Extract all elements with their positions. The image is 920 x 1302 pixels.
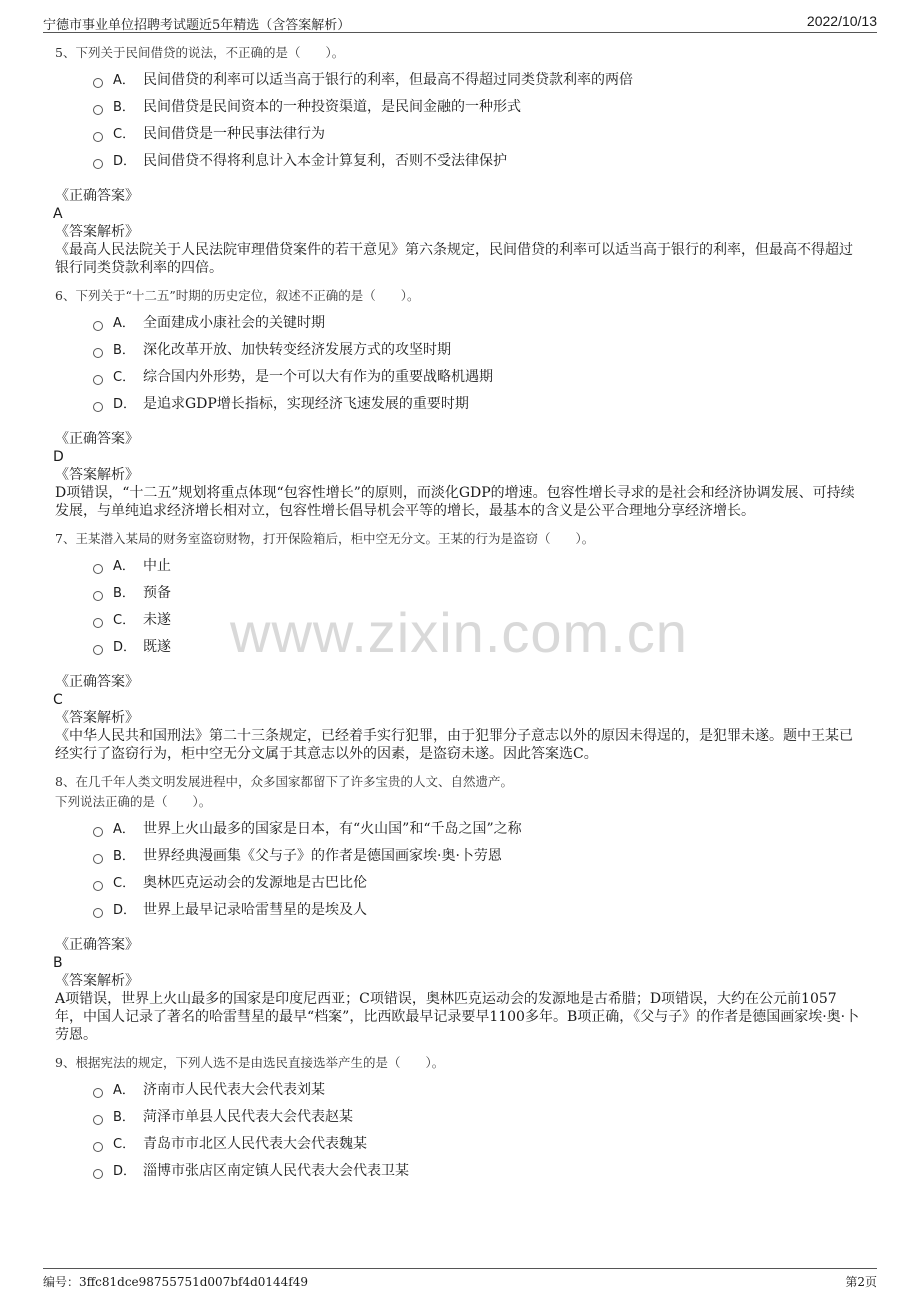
document-code: 编号：3ffc81dce98755751d007bf4d0144f49 xyxy=(43,1275,309,1289)
option-letter: A． xyxy=(113,822,135,837)
option-letter: B． xyxy=(113,100,135,115)
answer-value: B xyxy=(53,955,63,971)
option-text: 民间借贷是一种民事法律行为 xyxy=(143,125,325,142)
radio-icon[interactable] xyxy=(93,402,103,412)
option-c[interactable] xyxy=(93,362,865,389)
option-text: 民间借贷是民间资本的一种投资渠道，是民间金融的一种形式 xyxy=(143,98,521,115)
option-text: 是追求GDP增长指标，实现经济飞速发展的重要时期 xyxy=(143,395,469,412)
option-c[interactable] xyxy=(93,868,865,895)
option-letter: A． xyxy=(113,73,135,88)
option-letter: D． xyxy=(113,1164,137,1179)
option-list xyxy=(93,1075,865,1183)
option-letter: B． xyxy=(113,343,135,358)
option-text: 既遂 xyxy=(143,638,171,655)
question-stem: 8、在几千年人类文明发展进程中，众多国家都留下了许多宝贵的人文、自然遗产。 xyxy=(55,774,513,789)
answer-value: C xyxy=(53,692,63,708)
option-letter: B． xyxy=(113,1110,135,1125)
radio-icon[interactable] xyxy=(93,618,103,628)
option-list xyxy=(93,65,865,173)
option-d[interactable] xyxy=(93,146,865,173)
answer-label: 《正确答案》 xyxy=(55,937,139,953)
radio-icon[interactable] xyxy=(93,78,103,88)
option-letter: C． xyxy=(113,1137,136,1152)
page-number: 第2页 xyxy=(845,1275,877,1289)
question-stem-continued: 下列说法正确的是（ ）。 xyxy=(55,794,212,809)
answer-block xyxy=(55,430,865,520)
document-title: 宁德市事业单位招聘考试题近5年精选（含答案解析） xyxy=(43,18,351,33)
page-header xyxy=(43,10,877,33)
explanation-text: 《最高人民法院关于人民法院审理借贷案件的若干意见》第六条规定，民间借贷的利率可以适当高于银行的利率，但最高不得超过银行同类贷款利率的四倍。 xyxy=(55,242,853,276)
option-text: 中止 xyxy=(143,557,171,574)
explanation-label: 《答案解析》 xyxy=(55,710,139,726)
explanation-text: D项错误，“十二五”规划将重点体现“包容性增长”的原则，而淡化GDP的增速。包容性增长寻求的是社会和经济协调发展、可持续发展，与单纯追求经济增长相对立，包容性增长倡导机会平等的增长，最基本的含义是公平合理地分享经济增长。 xyxy=(55,485,855,519)
option-text: 菏泽市单县人民代表大会代表赵某 xyxy=(143,1108,353,1125)
option-letter: D． xyxy=(113,154,137,169)
radio-icon[interactable] xyxy=(93,564,103,574)
option-c[interactable] xyxy=(93,119,865,146)
answer-label: 《正确答案》 xyxy=(55,431,139,447)
option-text: 世界上最早记录哈雷彗星的是埃及人 xyxy=(143,901,367,918)
answer-value: A xyxy=(53,206,63,222)
answer-block xyxy=(55,187,865,277)
radio-icon[interactable] xyxy=(93,854,103,864)
explanation-text: A项错误，世界上火山最多的国家是印度尼西亚；C项错误，奥林匹克运动会的发源地是古希腊；D项错误，大约在公元前1057年，中国人记录了著名的哈雷彗星的最早“档案”，比西欧最早记录要早1100多年。B项正确，《父与子》的作者是德国画家埃·奥·卜劳恩。 xyxy=(55,991,860,1043)
explanation-text: 《中华人民共和国刑法》第二十三条规定，已经着手实行犯罪，由于犯罪分子意志以外的原因未得逞的，是犯罪未遂。题中王某已经实行了盗窃行为，柜中空无分文属于其意志以外的因素，是盗窃未遂。因此答案选C。 xyxy=(55,728,853,762)
option-a[interactable] xyxy=(93,308,865,335)
option-b[interactable] xyxy=(93,841,865,868)
document-date: 2022/10/13 xyxy=(806,13,877,29)
page-footer xyxy=(43,1268,877,1291)
radio-icon[interactable] xyxy=(93,881,103,891)
watermark: www.zixin.com.cn xyxy=(230,601,688,664)
question-stem: 9、根据宪法的规定，下列人选不是由选民直接选举产生的是（ ）。 xyxy=(55,1055,445,1070)
option-letter: C． xyxy=(113,876,136,891)
option-text: 未遂 xyxy=(143,611,171,628)
question-stem: 7、王某潜入某局的财务室盗窃财物，打开保险箱后，柜中空无分文。王某的行为是盗窃（ ）。 xyxy=(55,531,595,546)
answer-block xyxy=(55,936,865,1044)
radio-icon[interactable] xyxy=(93,1169,103,1179)
option-d[interactable] xyxy=(93,895,865,922)
question-6 xyxy=(55,286,865,520)
option-letter: C． xyxy=(113,127,136,142)
option-b[interactable] xyxy=(93,335,865,362)
question-stem: 6、下列关于“十二五”时期的历史定位，叙述不正确的是（ ）。 xyxy=(55,288,420,303)
explanation-label: 《答案解析》 xyxy=(55,467,139,483)
option-b[interactable] xyxy=(93,578,865,605)
radio-icon[interactable] xyxy=(93,645,103,655)
option-text: 全面建成小康社会的关键时期 xyxy=(143,314,325,331)
option-d[interactable] xyxy=(93,389,865,416)
radio-icon[interactable] xyxy=(93,348,103,358)
option-list xyxy=(93,814,865,922)
question-7 xyxy=(55,529,865,763)
option-letter: A． xyxy=(113,316,135,331)
explanation-label: 《答案解析》 xyxy=(55,224,139,240)
radio-icon[interactable] xyxy=(93,105,103,115)
option-text: 济南市人民代表大会代表刘某 xyxy=(143,1081,325,1098)
option-b[interactable] xyxy=(93,92,865,119)
question-list xyxy=(55,43,865,1192)
option-letter: B． xyxy=(113,586,135,601)
option-letter: A． xyxy=(113,1083,135,1098)
option-letter: D． xyxy=(113,903,137,918)
option-a[interactable] xyxy=(93,1075,865,1102)
option-a[interactable] xyxy=(93,551,865,578)
radio-icon[interactable] xyxy=(93,159,103,169)
radio-icon[interactable] xyxy=(93,827,103,837)
option-a[interactable] xyxy=(93,814,865,841)
option-letter: D． xyxy=(113,640,137,655)
radio-icon[interactable] xyxy=(93,908,103,918)
question-8 xyxy=(55,772,865,1044)
question-5 xyxy=(55,43,865,277)
radio-icon[interactable] xyxy=(93,591,103,601)
radio-icon[interactable] xyxy=(93,1088,103,1098)
option-letter: A． xyxy=(113,559,135,574)
option-text: 民间借贷的利率可以适当高于银行的利率，但最高不得超过同类贷款利率的两倍 xyxy=(143,71,633,88)
option-text: 世界经典漫画集《父与子》的作者是德国画家埃·奥·卜劳恩 xyxy=(143,847,502,864)
option-a[interactable] xyxy=(93,65,865,92)
answer-block xyxy=(55,673,865,763)
answer-label: 《正确答案》 xyxy=(55,674,139,690)
option-text: 青岛市市北区人民代表大会代表魏某 xyxy=(143,1135,367,1152)
option-letter: B． xyxy=(113,849,135,864)
question-stem: 5、下列关于民间借贷的说法，不正确的是（ ）。 xyxy=(55,45,345,60)
option-letter: C． xyxy=(113,613,136,628)
option-letter: C． xyxy=(113,370,136,385)
question-9 xyxy=(55,1053,865,1183)
option-c[interactable] xyxy=(93,1129,865,1156)
radio-icon[interactable] xyxy=(93,375,103,385)
answer-value: D xyxy=(53,449,64,465)
option-list xyxy=(93,308,865,416)
radio-icon[interactable] xyxy=(93,321,103,331)
radio-icon[interactable] xyxy=(93,132,103,142)
explanation-label: 《答案解析》 xyxy=(55,973,139,989)
option-text: 综合国内外形势，是一个可以大有作为的重要战略机遇期 xyxy=(143,368,493,385)
option-d[interactable] xyxy=(93,1156,865,1183)
option-d[interactable] xyxy=(93,632,865,659)
option-b[interactable] xyxy=(93,1102,865,1129)
answer-label: 《正确答案》 xyxy=(55,188,139,204)
option-c[interactable] xyxy=(93,605,865,632)
option-text: 深化改革开放、加快转变经济发展方式的攻坚时期 xyxy=(143,341,451,358)
radio-icon[interactable] xyxy=(93,1142,103,1152)
option-letter: D． xyxy=(113,397,137,412)
option-text: 民间借贷不得将利息计入本金计算复利，否则不受法律保护 xyxy=(143,152,507,169)
option-list xyxy=(93,551,865,659)
option-text: 淄博市张店区南定镇人民代表大会代表卫某 xyxy=(143,1162,409,1179)
option-text: 奥林匹克运动会的发源地是古巴比伦 xyxy=(143,874,367,891)
option-text: 世界上火山最多的国家是日本，有“火山国”和“千岛之国”之称 xyxy=(143,820,522,837)
radio-icon[interactable] xyxy=(93,1115,103,1125)
option-text: 预备 xyxy=(143,584,171,601)
